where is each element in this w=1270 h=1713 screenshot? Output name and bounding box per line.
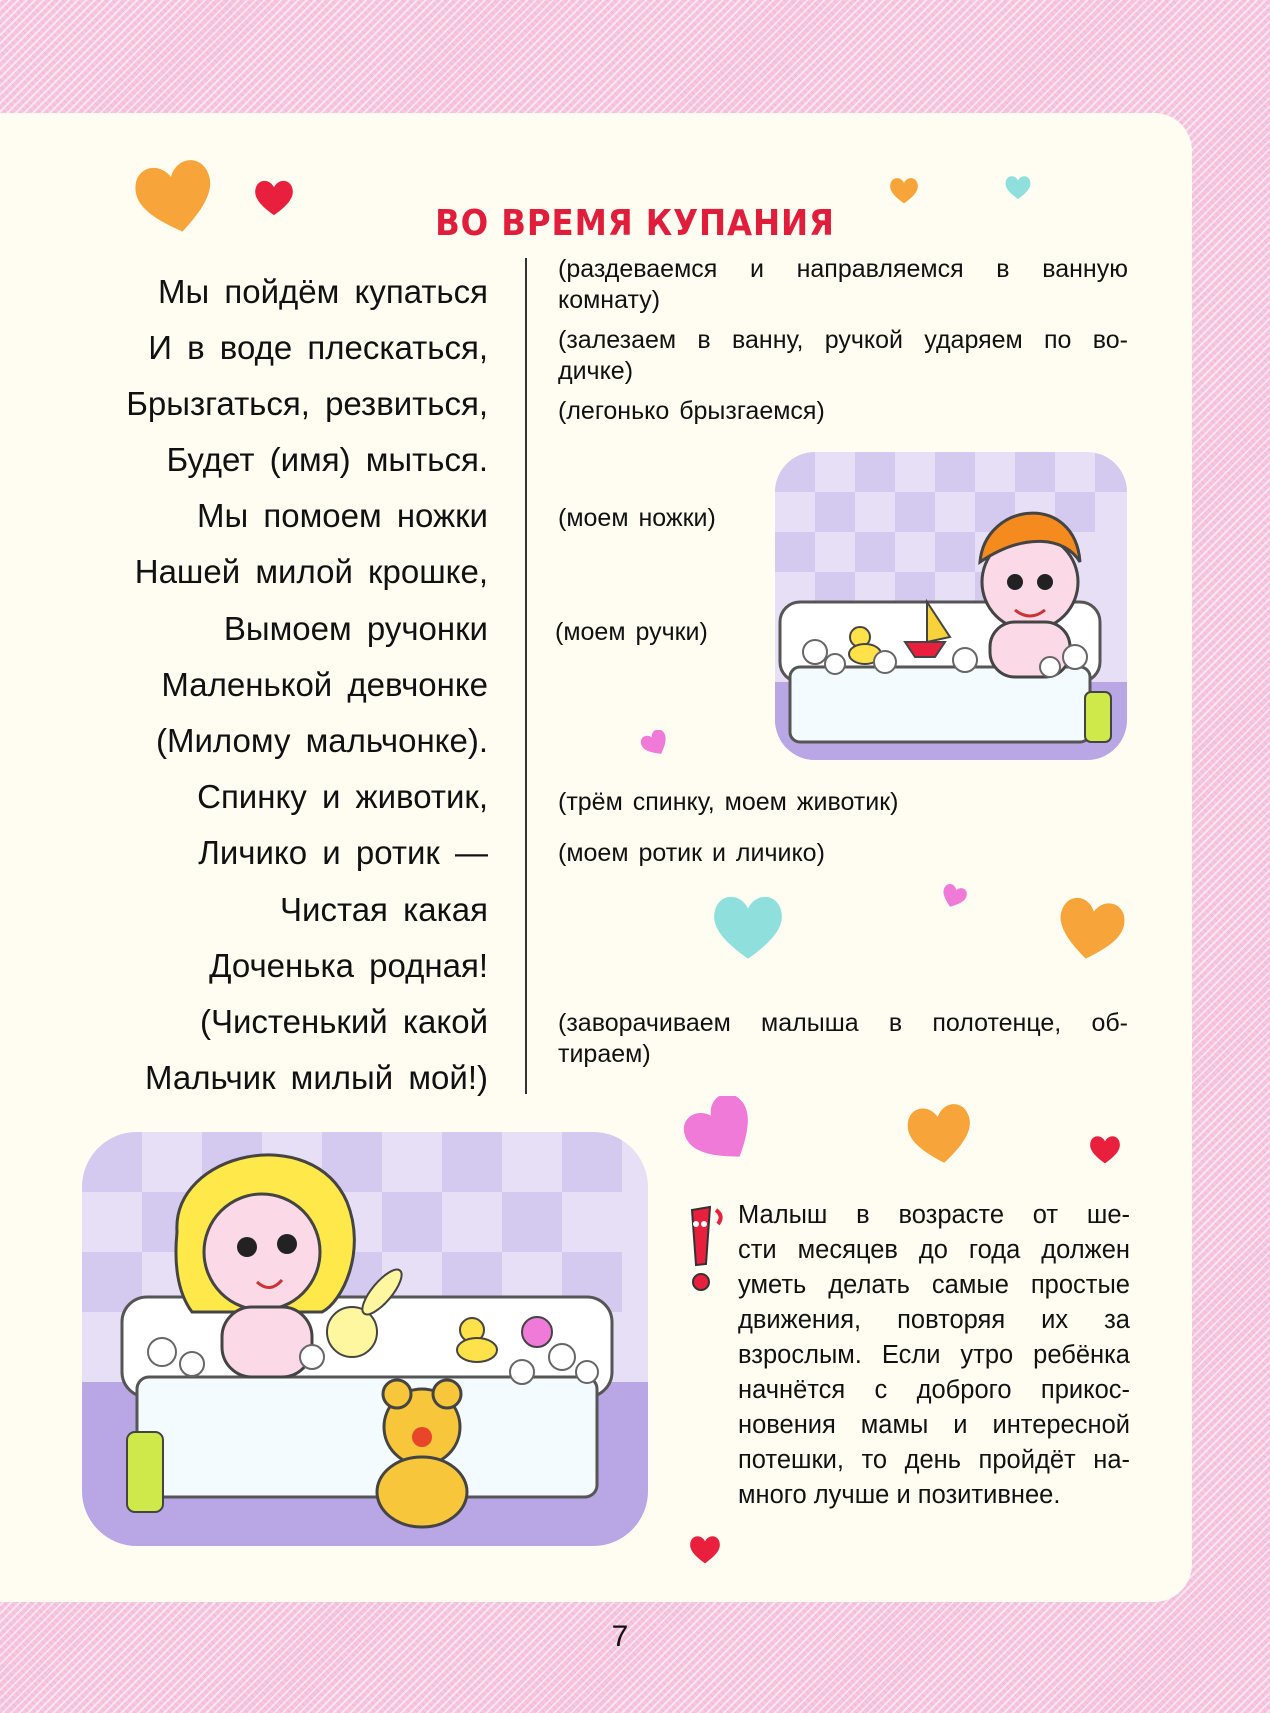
tip-line: движения, повторяя их за — [738, 1306, 1130, 1334]
page-title: ВО ВРЕМЯ КУПАНИЯ — [435, 203, 835, 244]
action-note: (легонько брызгаемся) — [558, 397, 825, 425]
heart-icon-red-bottom — [688, 1534, 722, 1564]
poem-line: Маленькой девчонке — [161, 666, 488, 703]
action-note: (моем ротик и личико) — [558, 839, 825, 867]
tip-line: взрослым. Если утро ребёнка — [738, 1341, 1130, 1369]
poem-line: Спинку и животик, — [197, 778, 488, 815]
poem-line: Чистая какая — [280, 891, 488, 928]
heart-icon-orange-medium — [1055, 895, 1127, 961]
tip-line: сти месяцев до года должен — [738, 1236, 1130, 1264]
heart-icon-teal-small — [1004, 170, 1032, 204]
heart-icon-teal-large — [710, 880, 786, 972]
heart-icon-orange-bottom — [905, 1100, 975, 1166]
poem-line: И в воде плескаться, — [148, 329, 488, 366]
poem-line: Мы пойдём купаться — [158, 273, 488, 310]
heart-icon-pink-tiny — [940, 884, 968, 908]
poem-line: Личико и ротик — — [198, 834, 488, 871]
poem-line: (Милому мальчонке). — [156, 722, 488, 759]
tip-line: Малыш в возрасте от ше- — [738, 1201, 1130, 1229]
poem-line: Брызгаться, резвиться, — [126, 385, 488, 422]
heart-icon-red-right — [1088, 1134, 1122, 1164]
poem-line: Доченька родная! — [209, 947, 488, 984]
tip-line: потешки, то день пройдёт на- — [738, 1446, 1130, 1474]
poem-line: Будет (имя) мыться. — [166, 441, 488, 478]
tip-line: начнётся с доброго прикос- — [738, 1376, 1130, 1404]
tip-text — [738, 1198, 1130, 1513]
action-note: (моем ножки) — [558, 504, 716, 532]
heart-icon-pink-small — [640, 730, 670, 756]
poem-line: Вымоем ручонки — [223, 610, 488, 647]
boy-bath-illustration — [775, 452, 1127, 760]
tip-line: новения мамы и интересной — [738, 1411, 1130, 1439]
exclamation-mark-icon — [680, 1202, 728, 1298]
poem-line: (Чистенький какой — [199, 1003, 488, 1040]
action-note: (трём спинку, моем животик) — [558, 788, 899, 816]
action-note: (раздеваемся и направляемся в ванную комнату) — [558, 255, 1128, 314]
action-note: (залезаем в ванну, ручкой ударяем по во-дичке) — [558, 326, 1128, 385]
heart-icon-pink-large — [682, 1096, 760, 1164]
action-note: (моем ручки) — [555, 618, 708, 646]
poem-line: Мы помоем ножки — [196, 497, 488, 534]
tip-line: много лучше и позитивнее. — [738, 1481, 1061, 1509]
action-note: (заворачиваем малыша в полотенце, об-тираем) — [558, 1009, 1128, 1068]
poem-line: Нашей милой крошке, — [134, 553, 488, 590]
column-divider — [525, 258, 527, 1094]
heart-icon-orange-small — [888, 176, 920, 204]
tip-line: уметь делать самые простые — [738, 1271, 1130, 1299]
poem-line: Мальчик милый мой!) — [144, 1059, 488, 1096]
girl-bath-illustration — [82, 1132, 648, 1546]
page-number: 7 — [611, 1620, 629, 1653]
